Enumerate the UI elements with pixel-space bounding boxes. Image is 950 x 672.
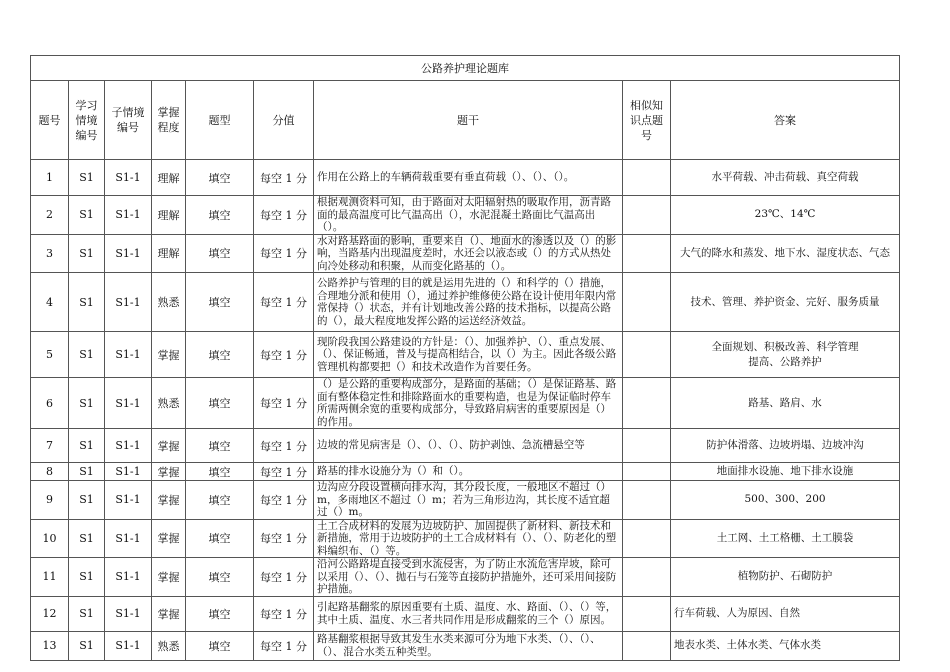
cell-similar <box>623 160 671 196</box>
table-row <box>31 519 900 558</box>
cell-sub-situation: S1-1 <box>105 160 152 196</box>
cell-sub-situation: S1-1 <box>105 332 152 378</box>
cell-mastery: 掌握 <box>152 463 186 481</box>
cell-answer: 植物防护、石砌防护 <box>671 558 900 597</box>
cell-score: 每空 1 分 <box>254 273 314 332</box>
cell-similar <box>623 429 671 463</box>
cell-stem: 水对路基路面的影响，重要来自（）、地面水的渗透以及（）的影响，当路基内出现温度差时，水还会以液态或（）的方式从热处向冷处移动和积聚，从而变化路基的（）。 <box>314 234 623 273</box>
col-header-no: 题号 <box>31 81 69 160</box>
cell-mastery: 熟悉 <box>152 273 186 332</box>
cell-type: 填空 <box>186 332 254 378</box>
cell-situation: S1 <box>69 481 105 520</box>
cell-answer: 技术、管理、养护资金、完好、服务质量 <box>671 273 900 332</box>
col-header-situation: 学习情境编号 <box>69 81 105 160</box>
cell-sub-situation: S1-1 <box>105 481 152 520</box>
cell-sub-situation: S1-1 <box>105 429 152 463</box>
cell-answer: 土工网、土工格栅、土工膜袋 <box>671 519 900 558</box>
cell-no: 10 <box>31 519 69 558</box>
cell-no: 2 <box>31 196 69 235</box>
cell-mastery: 熟悉 <box>152 378 186 429</box>
col-header-stem: 题干 <box>314 81 623 160</box>
col-header-type: 题型 <box>186 81 254 160</box>
cell-situation: S1 <box>69 631 105 660</box>
cell-answer: 防护体滑落、边坡坍塌、边坡冲沟 <box>671 429 900 463</box>
cell-type: 填空 <box>186 429 254 463</box>
cell-stem: 作用在公路上的车辆荷载重要有垂直荷载（）、（）、（）。 <box>314 160 623 196</box>
cell-mastery: 理解 <box>152 196 186 235</box>
cell-situation: S1 <box>69 160 105 196</box>
cell-type: 填空 <box>186 160 254 196</box>
cell-score: 每空 1 分 <box>254 481 314 520</box>
cell-type: 填空 <box>186 519 254 558</box>
cell-no: 1 <box>31 160 69 196</box>
cell-stem: 公路养护与管理的目的就是运用先进的（）和科学的（）措施，合理地分派和使用（），通过养护维修使公路在设计使用年限内常常保持（）状态，并有计划地改善公路的技术指标，以提高公路的（），最大程度地发挥公路的运送经济效益。 <box>314 273 623 332</box>
cell-sub-situation: S1-1 <box>105 596 152 631</box>
cell-type: 填空 <box>186 196 254 235</box>
cell-stem: 现阶段我国公路建设的方针是：（）、加强养护、（）、重点发展、（）、保证畅通，普及与提高相结合，以（）为主。因此各级公路管理机构都要把（）和技术改造作为首要任务。 <box>314 332 623 378</box>
table-row <box>31 596 900 631</box>
question-bank-table <box>30 55 900 661</box>
col-header-sub-situation: 子情境编号 <box>105 81 152 160</box>
cell-stem: 根据观测资料可知，由于路面对太阳辐射热的吸取作用，沥青路面的最高温度可比气温高出（），水泥混凝土路面比气温高出（）。 <box>314 196 623 235</box>
cell-score: 每空 1 分 <box>254 378 314 429</box>
question-rows <box>31 160 900 661</box>
cell-type: 填空 <box>186 234 254 273</box>
cell-no: 7 <box>31 429 69 463</box>
cell-stem: 引起路基翻浆的原因重要有土质、温度、水、路面、（）、（）等，其中土质、温度、水三者共同作用是形成翻浆的三个（）原因。 <box>314 596 623 631</box>
cell-score: 每空 1 分 <box>254 332 314 378</box>
cell-answer: 23℃、14℃ <box>671 196 900 235</box>
cell-similar <box>623 234 671 273</box>
cell-situation: S1 <box>69 273 105 332</box>
table-row <box>31 332 900 378</box>
cell-stem: 路基翻浆根据导致其发生水类来源可分为地下水类、（）、（）、（）、混合水类五种类型。 <box>314 631 623 660</box>
cell-sub-situation: S1-1 <box>105 196 152 235</box>
cell-stem: 边沟应分段设置横向排水沟，其分段长度，一般地区不超过（）m，多雨地区不超过（）m；若为三角形边沟，其长度不适宜超过（）m。 <box>314 481 623 520</box>
cell-score: 每空 1 分 <box>254 519 314 558</box>
header-row <box>31 81 900 160</box>
cell-answer: 大气的降水和蒸发、地下水、湿度状态、气态 <box>671 234 900 273</box>
cell-sub-situation: S1-1 <box>105 519 152 558</box>
cell-mastery: 掌握 <box>152 332 186 378</box>
cell-situation: S1 <box>69 429 105 463</box>
cell-no: 6 <box>31 378 69 429</box>
table-row <box>31 196 900 235</box>
cell-no: 5 <box>31 332 69 378</box>
col-header-similar: 相似知识点题号 <box>623 81 671 160</box>
cell-situation: S1 <box>69 558 105 597</box>
cell-situation: S1 <box>69 519 105 558</box>
cell-similar <box>623 558 671 597</box>
cell-similar <box>623 481 671 520</box>
cell-type: 填空 <box>186 273 254 332</box>
cell-stem: （）是公路的重要构成部分，是路面的基础；（）是保证路基、路面有整体稳定性和排除路面水的重要构造，也是为保证临时停车所需两侧余宽的重要构成部分，导致路肩病害的重要原因是（）的作用。 <box>314 378 623 429</box>
cell-type: 填空 <box>186 558 254 597</box>
cell-similar <box>623 519 671 558</box>
cell-score: 每空 1 分 <box>254 429 314 463</box>
table-row <box>31 160 900 196</box>
cell-mastery: 掌握 <box>152 596 186 631</box>
table-row <box>31 558 900 597</box>
cell-stem: 路基的排水设施分为（）和（）。 <box>314 463 623 481</box>
cell-type: 填空 <box>186 463 254 481</box>
cell-answer: 500、300、200 <box>671 481 900 520</box>
cell-answer: 路基、路肩、水 <box>671 378 900 429</box>
cell-similar <box>623 196 671 235</box>
cell-sub-situation: S1-1 <box>105 378 152 429</box>
cell-stem: 边坡的常见病害是（）、（）、（）、防护剥蚀、急流槽悬空等 <box>314 429 623 463</box>
cell-answer: 全面规划、积极改善、科学管理 提高、公路养护 <box>671 332 900 378</box>
cell-answer: 地表水类、土体水类、气体水类 <box>671 631 900 660</box>
cell-no: 8 <box>31 463 69 481</box>
cell-situation: S1 <box>69 596 105 631</box>
cell-similar <box>623 273 671 332</box>
table-row <box>31 429 900 463</box>
cell-mastery: 理解 <box>152 234 186 273</box>
cell-sub-situation: S1-1 <box>105 273 152 332</box>
cell-no: 11 <box>31 558 69 597</box>
cell-mastery: 掌握 <box>152 558 186 597</box>
cell-score: 每空 1 分 <box>254 558 314 597</box>
cell-mastery: 掌握 <box>152 519 186 558</box>
cell-situation: S1 <box>69 463 105 481</box>
cell-no: 4 <box>31 273 69 332</box>
cell-score: 每空 1 分 <box>254 160 314 196</box>
cell-score: 每空 1 分 <box>254 196 314 235</box>
cell-type: 填空 <box>186 631 254 660</box>
cell-score: 每空 1 分 <box>254 234 314 273</box>
cell-mastery: 掌握 <box>152 429 186 463</box>
table-row <box>31 481 900 520</box>
table-row <box>31 631 900 660</box>
cell-similar <box>623 378 671 429</box>
col-header-score: 分值 <box>254 81 314 160</box>
cell-score: 每空 1 分 <box>254 596 314 631</box>
cell-similar <box>623 463 671 481</box>
cell-stem: 土工合成材料的发展为边坡防护、加固提供了新材料、新技术和新措施，常用于边坡防护的土工合成材料有（）、（）、防老化的塑料编织布、（）等。 <box>314 519 623 558</box>
cell-answer: 水平荷载、冲击荷载、真空荷载 <box>671 160 900 196</box>
cell-mastery: 理解 <box>152 160 186 196</box>
col-header-answer: 答案 <box>671 81 900 160</box>
col-header-mastery: 掌握程度 <box>152 81 186 160</box>
table-row <box>31 234 900 273</box>
cell-no: 3 <box>31 234 69 273</box>
cell-score: 每空 1 分 <box>254 463 314 481</box>
cell-similar <box>623 596 671 631</box>
cell-sub-situation: S1-1 <box>105 234 152 273</box>
table-row <box>31 463 900 481</box>
cell-situation: S1 <box>69 378 105 429</box>
cell-no: 13 <box>31 631 69 660</box>
cell-situation: S1 <box>69 332 105 378</box>
cell-sub-situation: S1-1 <box>105 558 152 597</box>
cell-answer: 地面排水设施、地下排水设施 <box>671 463 900 481</box>
cell-type: 填空 <box>186 596 254 631</box>
cell-answer: 行车荷载、人为原因、自然 <box>671 596 900 631</box>
cell-situation: S1 <box>69 234 105 273</box>
cell-sub-situation: S1-1 <box>105 463 152 481</box>
cell-no: 12 <box>31 596 69 631</box>
cell-mastery: 熟悉 <box>152 631 186 660</box>
cell-situation: S1 <box>69 196 105 235</box>
cell-similar <box>623 332 671 378</box>
cell-stem: 沿河公路路堤直接受到水流侵害，为了防止水流危害岸坡，除可以采用（）、（）、抛石与石笼等直接防护措施外，还可采用间接防护措施。 <box>314 558 623 597</box>
cell-mastery: 掌握 <box>152 481 186 520</box>
cell-type: 填空 <box>186 378 254 429</box>
table-row <box>31 378 900 429</box>
table-row <box>31 273 900 332</box>
cell-similar <box>623 631 671 660</box>
cell-no: 9 <box>31 481 69 520</box>
cell-type: 填空 <box>186 481 254 520</box>
cell-score: 每空 1 分 <box>254 631 314 660</box>
cell-sub-situation: S1-1 <box>105 631 152 660</box>
question-bank-sheet <box>30 55 899 661</box>
table-title: 公路养护理论题库 <box>31 56 900 81</box>
